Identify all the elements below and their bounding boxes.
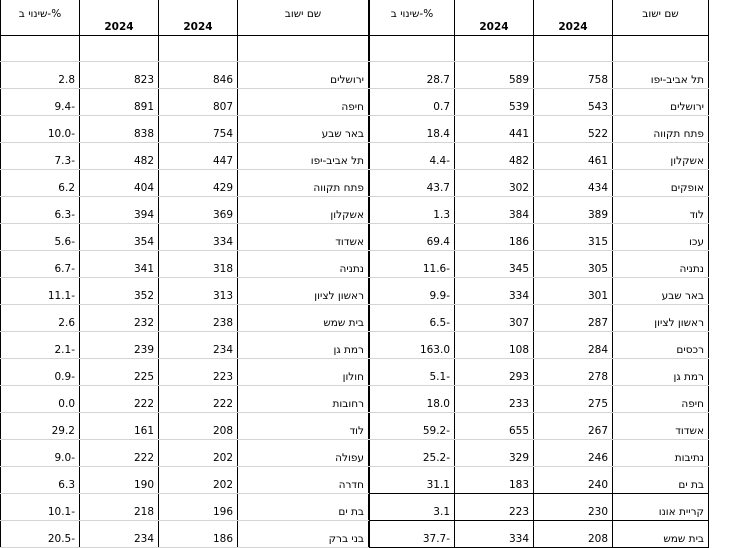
city-cell: באר שבע — [613, 278, 709, 305]
city-cell: רמת גן — [238, 332, 369, 359]
value-a-cell: 655 — [455, 413, 534, 440]
change-cell: 2.8 — [1, 62, 80, 89]
value-a-cell: 239 — [80, 332, 159, 359]
change-cell: 18.0 — [370, 386, 455, 413]
header-year-b: 2024 — [159, 0, 238, 36]
value-b-cell: 301 — [534, 278, 613, 305]
table-row — [1, 251, 369, 278]
value-b-cell: 369 — [159, 197, 238, 224]
table-row — [1, 278, 369, 305]
change-cell: 0.7 — [370, 89, 455, 116]
value-b-cell: 305 — [534, 251, 613, 278]
value-b-cell: 429 — [159, 170, 238, 197]
table-row — [370, 332, 709, 359]
value-a-cell: 482 — [80, 143, 159, 170]
change-cell: 37.7- — [370, 521, 455, 548]
city-cell: אשדוד — [238, 224, 369, 251]
change-cell: 10.1- — [1, 494, 80, 521]
value-b-cell: 202 — [159, 467, 238, 494]
city-cell: פתח תקווה — [238, 170, 369, 197]
value-b-cell: 208 — [159, 413, 238, 440]
value-a-cell: 222 — [80, 386, 159, 413]
value-b-cell: 267 — [534, 413, 613, 440]
change-cell: 18.4 — [370, 116, 455, 143]
city-cell: חיפה — [238, 89, 369, 116]
value-a-cell: 589 — [455, 62, 534, 89]
table-row — [370, 251, 709, 278]
city-cell: באר שבע — [238, 116, 369, 143]
city-cell: נתניה — [238, 251, 369, 278]
table-row — [1, 359, 369, 386]
table-row — [370, 386, 709, 413]
city-cell: פתח תקווה — [613, 116, 709, 143]
table-row — [1, 89, 369, 116]
table-row — [1, 467, 369, 494]
city-cell: לוד — [613, 197, 709, 224]
table-row — [370, 359, 709, 386]
change-cell: 6.2 — [1, 170, 80, 197]
city-cell: ירושלים — [613, 89, 709, 116]
city-cell: ראשון לציון — [613, 305, 709, 332]
value-a-cell: 482 — [455, 143, 534, 170]
value-a-cell: 539 — [455, 89, 534, 116]
value-a-cell: 334 — [455, 521, 534, 548]
table-row — [370, 143, 709, 170]
header-city: שם ישוב — [613, 0, 709, 36]
value-b-cell: 522 — [534, 116, 613, 143]
value-b-cell: 246 — [534, 440, 613, 467]
table-header-row — [1, 0, 369, 36]
header-year-b: 2024 — [534, 0, 613, 36]
value-b-cell: 461 — [534, 143, 613, 170]
table-row — [370, 89, 709, 116]
city-cell: בית שמש — [613, 521, 709, 548]
value-b-cell: 275 — [534, 386, 613, 413]
value-a-cell: 108 — [455, 332, 534, 359]
city-cell: בת ים — [238, 494, 369, 521]
change-cell: 20.5- — [1, 521, 80, 548]
change-cell: 29.2 — [1, 413, 80, 440]
value-a-cell: 232 — [80, 305, 159, 332]
city-cell: חולון — [238, 359, 369, 386]
change-cell: 6.3 — [1, 467, 80, 494]
value-a-cell: 404 — [80, 170, 159, 197]
table-row — [370, 170, 709, 197]
city-cell: חיפה — [613, 386, 709, 413]
change-cell: 43.7 — [370, 170, 455, 197]
value-b-cell: 334 — [159, 224, 238, 251]
change-cell: 5.1- — [370, 359, 455, 386]
change-cell: 4.4- — [370, 143, 455, 170]
table-row — [1, 413, 369, 440]
value-a-cell: 302 — [455, 170, 534, 197]
value-a-cell: 334 — [455, 278, 534, 305]
table-row — [1, 305, 369, 332]
change-cell: 25.2- — [370, 440, 455, 467]
value-a-cell: 441 — [455, 116, 534, 143]
change-cell: 7.3- — [1, 143, 80, 170]
value-b-cell: 318 — [159, 251, 238, 278]
change-cell: 6.7- — [1, 251, 80, 278]
change-cell: 1.3 — [370, 197, 455, 224]
table-row — [1, 521, 369, 548]
value-a-cell: 838 — [80, 116, 159, 143]
city-cell: תל אביב-יפו — [238, 143, 369, 170]
value-b-cell: 315 — [534, 224, 613, 251]
value-b-cell: 196 — [159, 494, 238, 521]
change-cell: 163.0 — [370, 332, 455, 359]
table-row — [370, 521, 709, 548]
value-a-cell: 225 — [80, 359, 159, 386]
left-table-body — [1, 0, 369, 548]
value-a-cell: 352 — [80, 278, 159, 305]
change-cell: 9.9- — [370, 278, 455, 305]
city-cell: אופקים — [613, 170, 709, 197]
value-b-cell: 543 — [534, 89, 613, 116]
change-cell: 10.0- — [1, 116, 80, 143]
header-year-a: 2024 — [455, 0, 534, 36]
change-cell: 9.4- — [1, 89, 80, 116]
header-city: שם ישוב — [238, 0, 369, 36]
right-data-table — [369, 0, 709, 548]
change-cell: 11.1- — [1, 278, 80, 305]
table-row — [1, 197, 369, 224]
value-b-cell: 223 — [159, 359, 238, 386]
value-a-cell: 183 — [455, 467, 534, 494]
spacer-row — [370, 36, 709, 62]
value-a-cell: 161 — [80, 413, 159, 440]
table-row — [370, 116, 709, 143]
value-a-cell: 394 — [80, 197, 159, 224]
table-row — [370, 494, 709, 521]
value-b-cell: 846 — [159, 62, 238, 89]
value-a-cell: 233 — [455, 386, 534, 413]
value-a-cell: 190 — [80, 467, 159, 494]
city-cell: בני ברק — [238, 521, 369, 548]
value-a-cell: 345 — [455, 251, 534, 278]
value-b-cell: 287 — [534, 305, 613, 332]
change-cell: 0.0 — [1, 386, 80, 413]
value-b-cell: 222 — [159, 386, 238, 413]
value-a-cell: 823 — [80, 62, 159, 89]
city-cell: תל אביב-יפו — [613, 62, 709, 89]
value-b-cell: 186 — [159, 521, 238, 548]
value-a-cell: 186 — [455, 224, 534, 251]
value-b-cell: 284 — [534, 332, 613, 359]
header-year-a: 2024 — [80, 0, 159, 36]
table-row — [370, 305, 709, 332]
value-b-cell: 754 — [159, 116, 238, 143]
value-a-cell: 341 — [80, 251, 159, 278]
change-cell: 3.1 — [370, 494, 455, 521]
table-row — [370, 197, 709, 224]
value-b-cell: 447 — [159, 143, 238, 170]
value-b-cell: 434 — [534, 170, 613, 197]
change-cell: 11.6- — [370, 251, 455, 278]
change-cell: 6.3- — [1, 197, 80, 224]
city-cell: אשקלון — [613, 143, 709, 170]
city-cell: עכו — [613, 224, 709, 251]
table-row — [370, 413, 709, 440]
city-cell: נתיבות — [613, 440, 709, 467]
value-b-cell: 234 — [159, 332, 238, 359]
table-row — [1, 143, 369, 170]
city-cell: בת ים — [613, 467, 709, 494]
table-row — [370, 440, 709, 467]
header-change-pct: שינוי ב-% — [370, 0, 455, 36]
table-row — [1, 224, 369, 251]
value-a-cell: 222 — [80, 440, 159, 467]
table-row — [1, 494, 369, 521]
value-a-cell: 329 — [455, 440, 534, 467]
city-cell: רחובות — [238, 386, 369, 413]
table-row — [1, 170, 369, 197]
change-cell: 6.5- — [370, 305, 455, 332]
value-b-cell: 807 — [159, 89, 238, 116]
value-b-cell: 230 — [534, 494, 613, 521]
value-b-cell: 278 — [534, 359, 613, 386]
value-b-cell: 238 — [159, 305, 238, 332]
city-cell: ירושלים — [238, 62, 369, 89]
change-cell: 5.6- — [1, 224, 80, 251]
table-row — [370, 278, 709, 305]
city-cell: בית שמש — [238, 305, 369, 332]
spacer-row — [1, 36, 369, 62]
city-cell: לוד — [238, 413, 369, 440]
value-b-cell: 240 — [534, 467, 613, 494]
city-cell: רכסים — [613, 332, 709, 359]
table-row — [1, 116, 369, 143]
value-a-cell: 384 — [455, 197, 534, 224]
city-cell: אשקלון — [238, 197, 369, 224]
city-cell: חדרה — [238, 467, 369, 494]
value-a-cell: 891 — [80, 89, 159, 116]
table-row — [1, 386, 369, 413]
value-b-cell: 758 — [534, 62, 613, 89]
table-row — [370, 467, 709, 494]
table-row — [370, 62, 709, 89]
table-row — [1, 62, 369, 89]
table-row — [1, 440, 369, 467]
change-cell: 2.1- — [1, 332, 80, 359]
value-a-cell: 218 — [80, 494, 159, 521]
city-cell: נתניה — [613, 251, 709, 278]
value-a-cell: 234 — [80, 521, 159, 548]
city-cell: עפולה — [238, 440, 369, 467]
change-cell: 31.1 — [370, 467, 455, 494]
value-a-cell: 307 — [455, 305, 534, 332]
header-change-pct: שינוי ב-% — [1, 0, 80, 36]
city-cell: קריית אונו — [613, 494, 709, 521]
table-row — [1, 332, 369, 359]
value-a-cell: 293 — [455, 359, 534, 386]
change-cell: 28.7 — [370, 62, 455, 89]
value-b-cell: 313 — [159, 278, 238, 305]
value-a-cell: 354 — [80, 224, 159, 251]
table-row — [370, 224, 709, 251]
change-cell: 2.6 — [1, 305, 80, 332]
value-b-cell: 202 — [159, 440, 238, 467]
change-cell: 0.9- — [1, 359, 80, 386]
city-cell: ראשון לציון — [238, 278, 369, 305]
value-b-cell: 208 — [534, 521, 613, 548]
change-cell: 59.2- — [370, 413, 455, 440]
value-b-cell: 389 — [534, 197, 613, 224]
table-header-row — [370, 0, 709, 36]
change-cell: 69.4 — [370, 224, 455, 251]
right-table-body — [370, 0, 709, 548]
change-cell: 9.0- — [1, 440, 80, 467]
city-cell: רמת גן — [613, 359, 709, 386]
value-a-cell: 223 — [455, 494, 534, 521]
city-cell: אשדוד — [613, 413, 709, 440]
